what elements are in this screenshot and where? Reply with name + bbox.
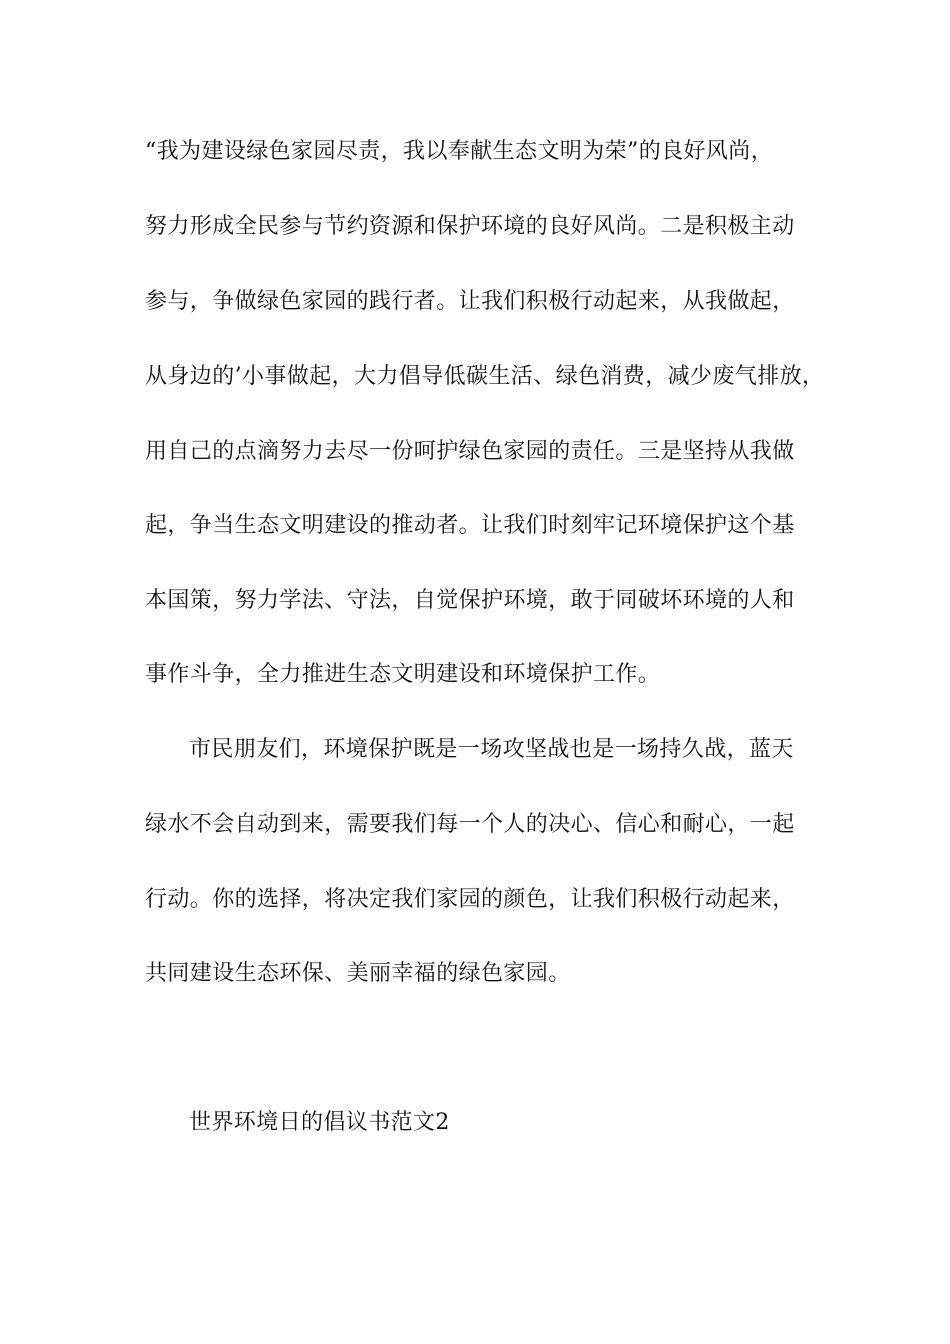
- paragraph-line-1: “我为建设绿色家园尽责，我以奉献生态文明为荣”的良好风尚，: [145, 139, 774, 164]
- paragraph-line-7: 本国策，努力学法、守法，自觉保护环境，敢于同破坏环境的人和: [145, 588, 795, 613]
- paragraph-line-3: 参与，争做绿色家园的践行者。让我们积极行动起来，从我做起，: [145, 289, 795, 314]
- paragraph-line-6: 起，争当生态文明建设的推动者。让我们时刻牢记环境保护这个基: [145, 513, 795, 538]
- paragraph-line-2: 努力形成全民参与节约资源和保护环境的良好风尚。二是积极主动: [145, 214, 795, 239]
- paragraph-line-12: 共同建设生态环保、美丽幸福的绿色家园。: [145, 961, 571, 986]
- paragraph-line-9: 市民朋友们，环境保护既是一场攻坚战也是一场持久战，蓝天: [189, 737, 794, 762]
- section-title: 世界环境日的倡议书范文2: [189, 1110, 450, 1135]
- paragraph-line-4: 从身边的’小事做起，大力倡导低碳生活、绿色消费，减少废气排放，: [145, 364, 825, 389]
- paragraph-line-10: 绿水不会自动到来，需要我们每一个人的决心、信心和耐心，一起: [145, 812, 795, 837]
- paragraph-line-8: 事作斗争，全力推进生态文明建设和环境保护工作。: [145, 662, 661, 687]
- paragraph-line-11: 行动。你的选择，将决定我们家园的颜色，让我们积极行动起来，: [145, 887, 795, 912]
- paragraph-line-5: 用自己的点滴努力去尽一份呵护绿色家园的责任。三是坚持从我做: [145, 439, 795, 464]
